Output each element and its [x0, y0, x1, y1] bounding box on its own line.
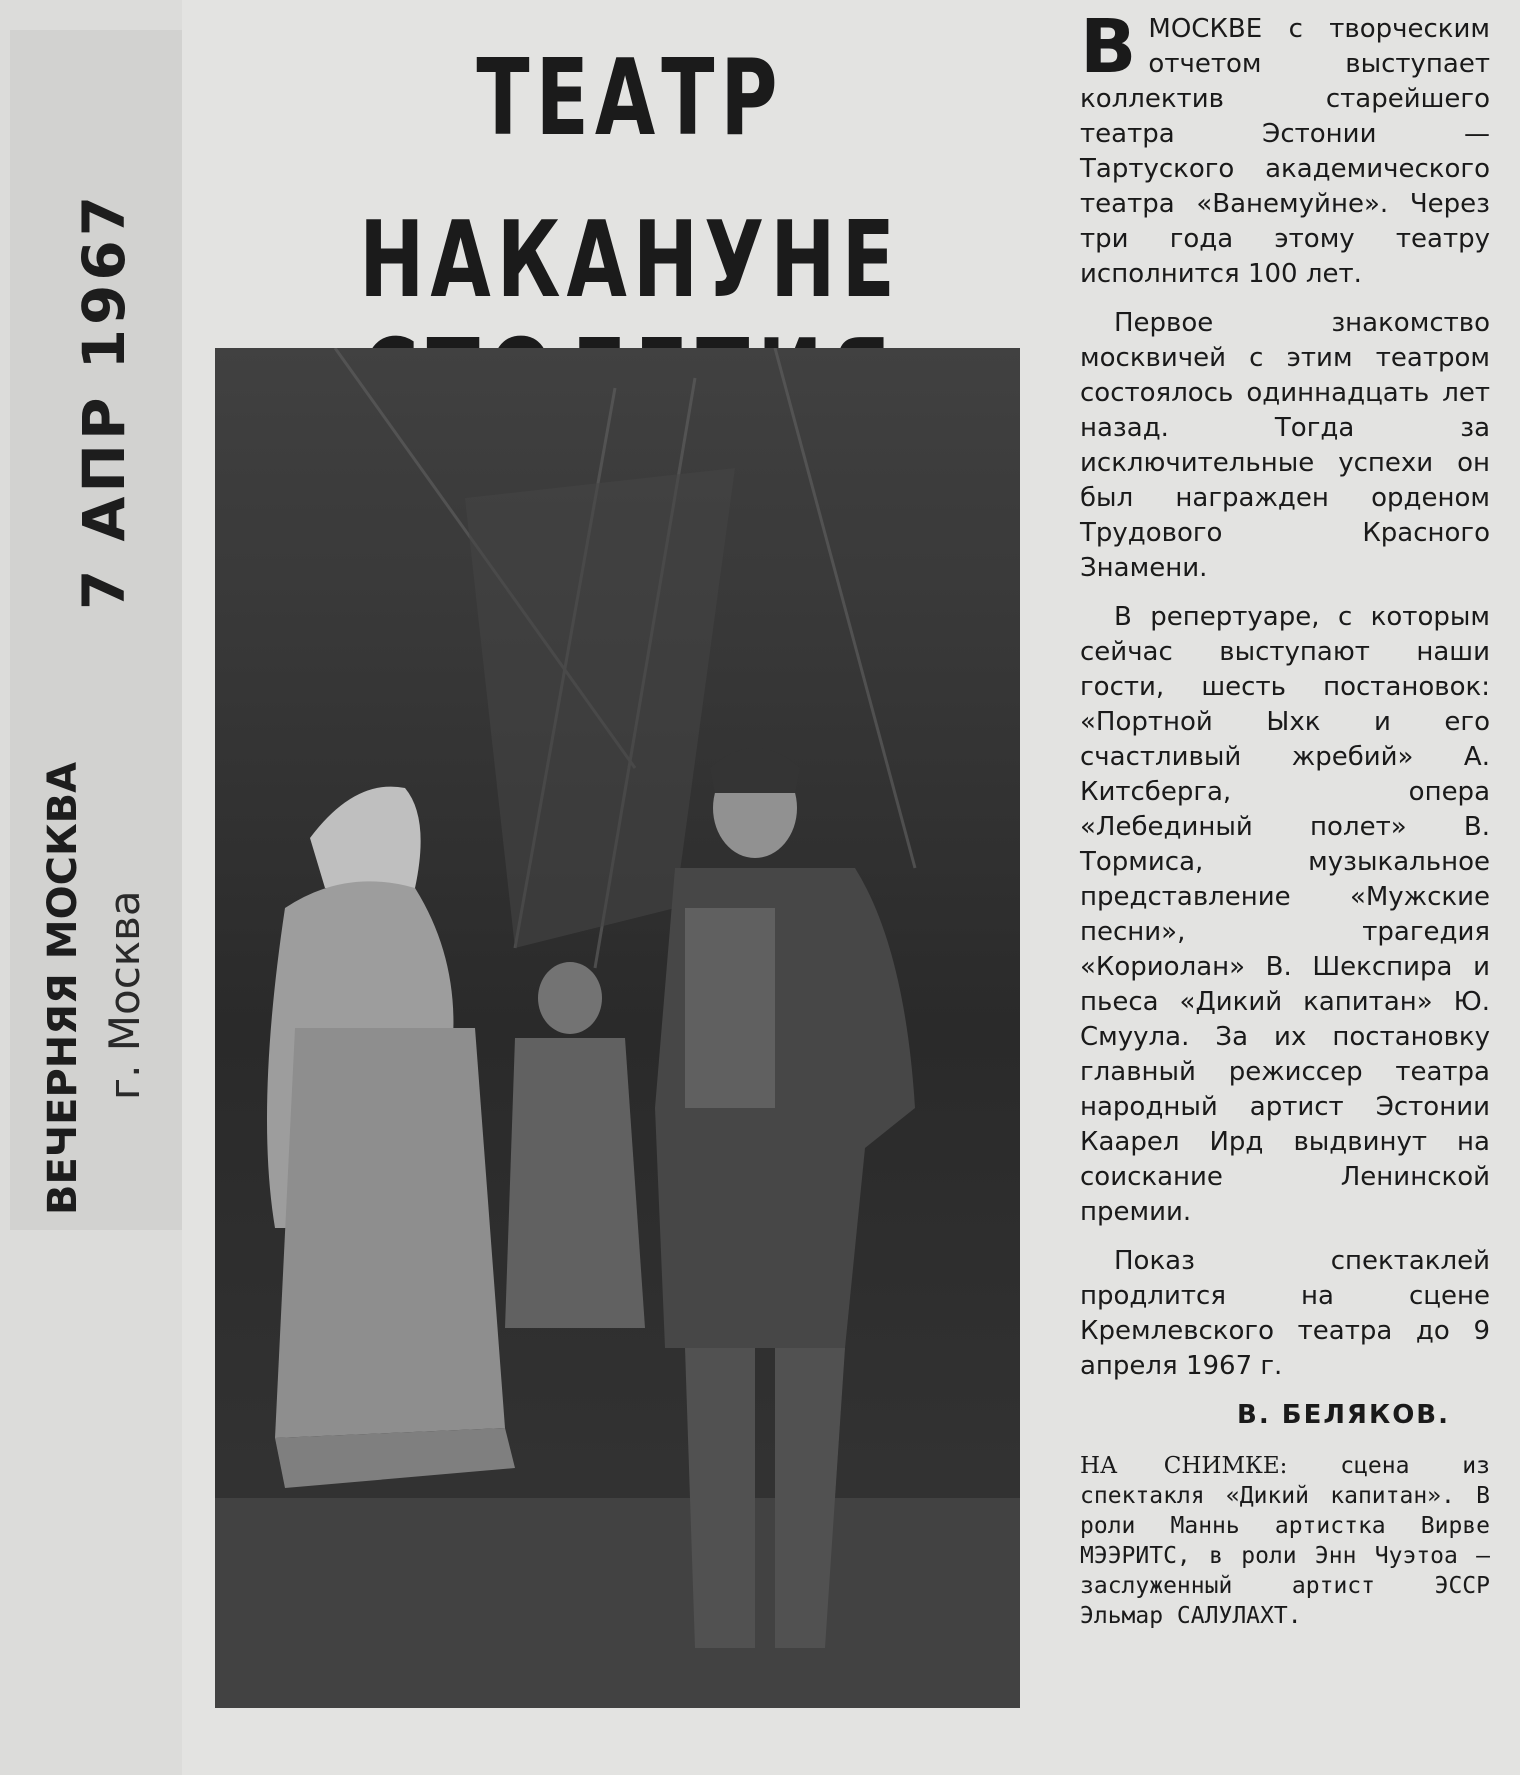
- article-paragraph: [1080, 4, 1490, 292]
- article-body: [1080, 4, 1491, 1631]
- city-stamp: г. Москва: [100, 890, 149, 1100]
- caption-lead: НА СНИМКЕ:: [1080, 1453, 1288, 1479]
- date-stamp: 7 АПР 1967: [70, 191, 138, 610]
- paragraph-text: МОСКВЕ с творческим отчетом выступает коллектив старейшего театра Эстонии — Тартуского академического театра «Ванемуйне». Через три года этому театру исполнится 100 лет.: [1080, 14, 1490, 289]
- drop-cap: В: [1080, 4, 1137, 90]
- article-paragraph: Показ спектаклей продлится на сцене Кремлевского театра до 9 апреля 1967 г.: [1080, 1246, 1490, 1381]
- article-paragraph: Первое знакомство москвичей с этим театром состоялось одиннадцать лет назад. Тогда за исключительные успехи он был награжден орденом Трудового Красного Знамени.: [1080, 308, 1490, 583]
- stage-photo: [215, 348, 1020, 1708]
- article-paragraph: В репертуаре, с которым сейчас выступают наши гости, шесть постановок: «Портной Ыхк и его счастливый жребий» А. Китсберга, опера «Лебединый полет» В. Тормиса, музыкальное представление «Мужские песни», трагедия «Кориолан» В. Шекспира и пьеса «Дикий капитан» Ю. Смуула. За их постановку главный режиссер театра народный артист Эстонии Каарел Ирд выдвинут на соискание Ленинской премии.: [1080, 602, 1490, 1227]
- photo-caption: [1080, 1451, 1490, 1631]
- author-byline: В. БЕЛЯКОВ.: [1237, 1400, 1450, 1430]
- stage-photo-image: [215, 348, 1020, 1708]
- newspaper-stamp: ВЕЧЕРНЯЯ МОСКВА: [40, 761, 86, 1215]
- headline-line-1: ТЕАТР НАКАНУНЕ: [359, 38, 901, 322]
- caption-text: сцена из спектакля «Дикий капитан». В роли Маннь артистка Вирве МЭЭРИТС, в роли Энн Чуэтоа — заслуженный артист ЭССР Эльмар САЛУЛАХТ.: [1080, 1453, 1491, 1629]
